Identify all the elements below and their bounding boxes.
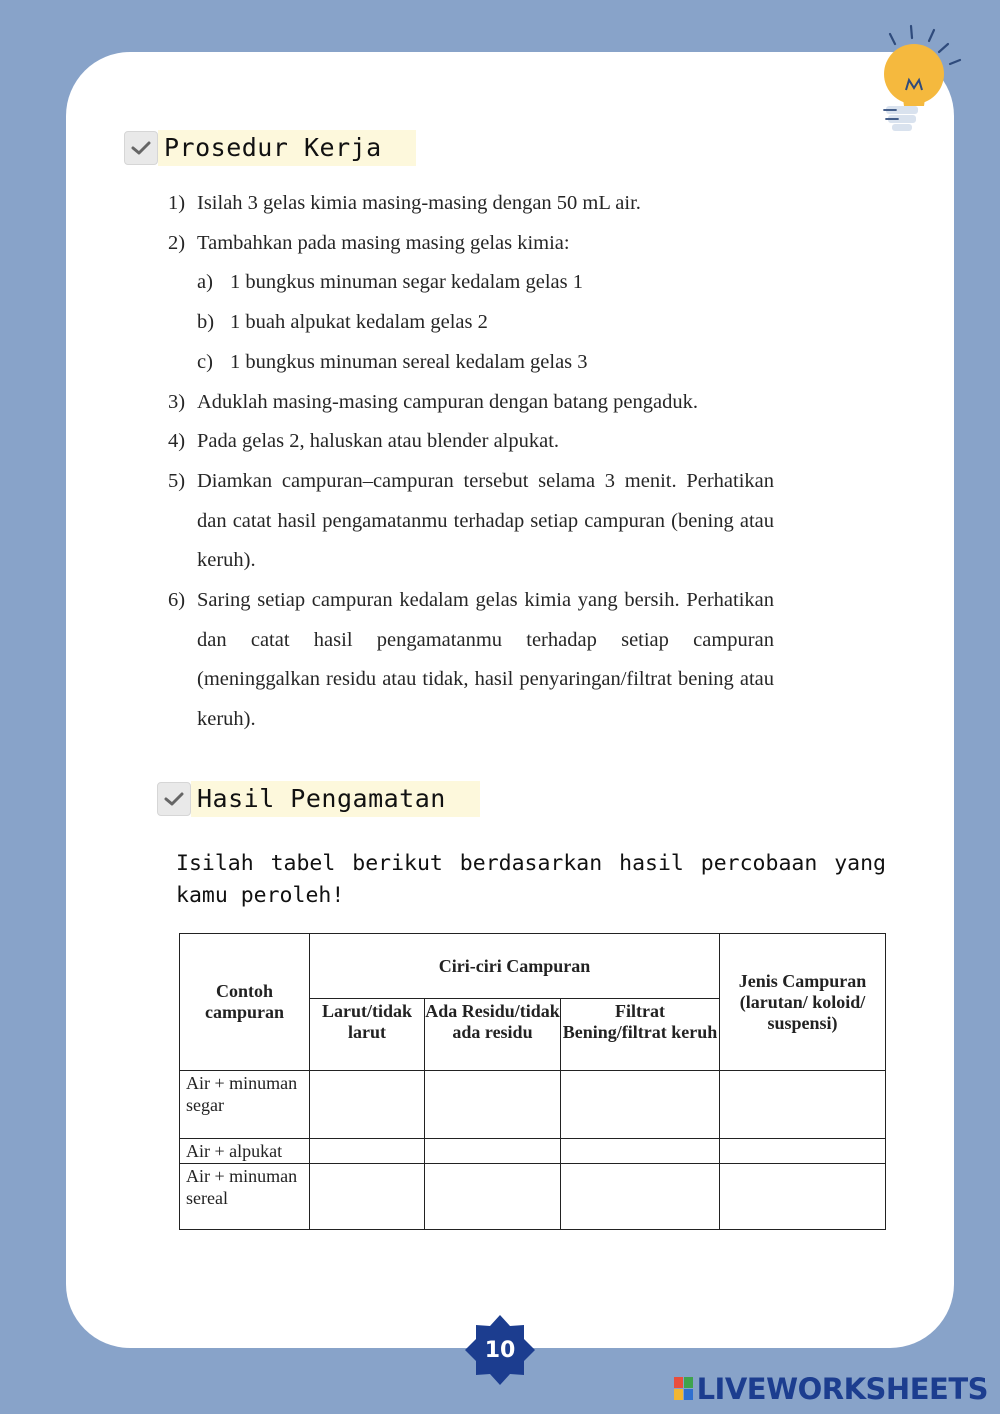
row-label: Air + alpukat [180,1139,310,1164]
header-characteristics: Ciri-ciri Campuran [310,934,720,999]
procedure-heading [124,130,416,166]
substep-text: 1 buah alpukat kedalam gelas 2 [230,311,488,334]
brand-name: LIVEWORKSHEETS [696,1372,988,1406]
step-number: 2) [168,231,186,254]
header-mixture-type: Jenis Campuran (larutan/ koloid/ suspensi) [720,934,886,1071]
answer-cell[interactable] [561,1139,720,1164]
answer-cell[interactable] [310,1139,425,1164]
answer-cell[interactable] [561,1164,720,1230]
results-title: Hasil Pengamatan [191,781,480,817]
step-text: Diamkan campuran–campuran tersebut selama 3 menit. Perhatikan dan catat hasil pengamatanmu terhadap setiap campuran (bening atau keruh). [197,469,774,572]
step-number: 6) [168,589,186,612]
procedure-list [168,184,774,740]
list-item [168,383,774,423]
table-row [180,1139,886,1164]
header-soluble: Larut/tidak larut [310,999,425,1071]
answer-cell[interactable] [561,1071,720,1139]
list-item [168,303,774,343]
substep-text: 1 bungkus minuman segar kedalam gelas 1 [230,271,583,294]
step-text: Aduklah masing-masing campuran dengan batang pengaduk. [197,390,698,413]
results-heading [157,781,480,817]
header-sample: Contoh campuran [180,934,310,1071]
step-text: Tambahkan pada masing masing gelas kimia: [197,231,570,254]
answer-cell[interactable] [425,1071,561,1139]
step-text: Pada gelas 2, haluskan atau blender alpukat. [197,430,560,453]
list-item [168,462,774,581]
brand-logo[interactable] [674,1372,988,1406]
table-instruction: Isilah tabel berikut berdasarkan hasil percobaan yang kamu peroleh! [176,851,886,908]
answer-cell[interactable] [720,1139,886,1164]
answer-cell[interactable] [425,1139,561,1164]
answer-cell[interactable] [425,1164,561,1230]
substep-letter: b) [197,311,215,334]
table-row [180,1164,886,1230]
observation-table [179,933,886,1230]
step-number: 5) [168,469,186,492]
answer-cell[interactable] [720,1071,886,1139]
procedure-title: Prosedur Kerja [158,130,416,166]
step-number: 3) [168,390,186,413]
row-label: Air + minuman segar [180,1071,310,1139]
header-filtrate: Filtrat Bening/filtrat keruh [561,999,720,1071]
list-item [168,343,774,383]
answer-cell[interactable] [720,1164,886,1230]
lightbulb-icon [876,22,966,140]
check-icon [124,131,158,165]
step-text: Isilah 3 gelas kimia masing-masing dengan 50 mL air. [197,192,641,214]
list-item [168,263,774,303]
list-item [168,422,774,462]
row-label: Air + minuman sereal [180,1164,310,1230]
list-item [168,581,774,740]
page-number: 10 [484,1337,516,1363]
substep-letter: a) [197,271,213,294]
header-residue: Ada Residu/tidak ada residu [425,999,561,1071]
step-text: Saring setiap campuran kedalam gelas kimia yang bersih. Perhatikan dan catat hasil pengamatanmu terhadap setiap campuran (meninggalkan residu atau tidak, hasil penyaringan/filtrat bening atau keruh). [197,589,774,731]
step-number: 4) [168,430,186,453]
list-item [168,184,774,224]
liveworksheets-logo-icon [674,1377,694,1401]
check-icon [157,782,191,816]
step-number: 1) [168,192,186,214]
answer-cell[interactable] [310,1071,425,1139]
list-item [168,224,774,264]
answer-cell[interactable] [310,1164,425,1230]
substep-letter: c) [197,350,213,373]
table-row [180,1071,886,1139]
substep-text: 1 bungkus minuman sereal kedalam gelas 3 [230,350,588,373]
